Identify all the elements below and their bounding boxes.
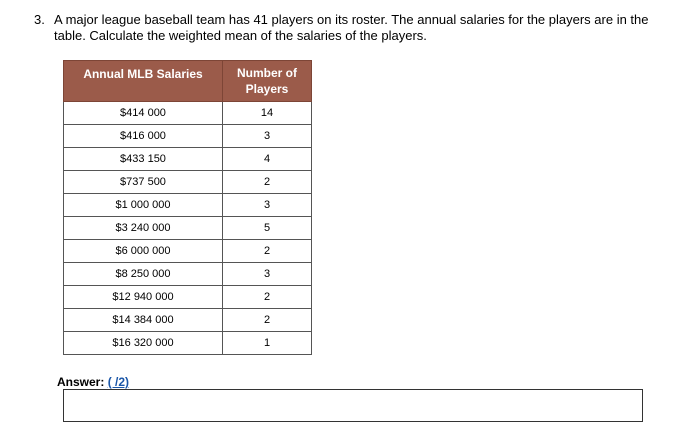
salary-cell: $14 384 000 xyxy=(64,309,223,332)
question-number: 3. xyxy=(34,12,45,27)
header-number-of-players: Number of Players xyxy=(223,61,312,102)
table-row xyxy=(64,240,312,263)
table-row xyxy=(64,309,312,332)
table-row xyxy=(64,102,312,125)
players-cell: 4 xyxy=(223,148,312,171)
answer-label-text: Answer: xyxy=(57,375,108,389)
players-cell: 5 xyxy=(223,217,312,240)
players-cell: 2 xyxy=(223,309,312,332)
question xyxy=(34,12,654,44)
salary-cell: $737 500 xyxy=(64,171,223,194)
table-row xyxy=(64,286,312,309)
header-annual-salaries: Annual MLB Salaries xyxy=(64,61,223,102)
players-cell: 2 xyxy=(223,171,312,194)
salary-cell: $8 250 000 xyxy=(64,263,223,286)
salary-cell: $12 940 000 xyxy=(64,286,223,309)
salary-cell: $433 150 xyxy=(64,148,223,171)
table-row xyxy=(64,217,312,240)
table-header-row xyxy=(64,61,312,102)
table-row xyxy=(64,194,312,217)
salary-cell: $6 000 000 xyxy=(64,240,223,263)
salary-cell: $414 000 xyxy=(64,102,223,125)
players-cell: 1 xyxy=(223,332,312,355)
players-cell: 2 xyxy=(223,240,312,263)
salaries-table xyxy=(63,60,312,355)
answer-marks-link[interactable]: ( /2) xyxy=(107,375,130,389)
answer-label xyxy=(57,375,129,389)
players-cell: 2 xyxy=(223,286,312,309)
players-cell: 14 xyxy=(223,102,312,125)
table-row xyxy=(64,125,312,148)
salary-cell: $3 240 000 xyxy=(64,217,223,240)
players-cell: 3 xyxy=(223,263,312,286)
salary-cell: $1 000 000 xyxy=(64,194,223,217)
table-row xyxy=(64,332,312,355)
players-cell: 3 xyxy=(223,125,312,148)
players-cell: 3 xyxy=(223,194,312,217)
salary-cell: $416 000 xyxy=(64,125,223,148)
table-row xyxy=(64,263,312,286)
answer-input-box[interactable] xyxy=(63,389,643,422)
question-text: A major league baseball team has 41 players on its roster. The annual salaries for the players are in the table. Calculate the weighted mean of the salaries of the players. xyxy=(54,12,649,43)
table-row xyxy=(64,171,312,194)
salary-cell: $16 320 000 xyxy=(64,332,223,355)
table-row xyxy=(64,148,312,171)
